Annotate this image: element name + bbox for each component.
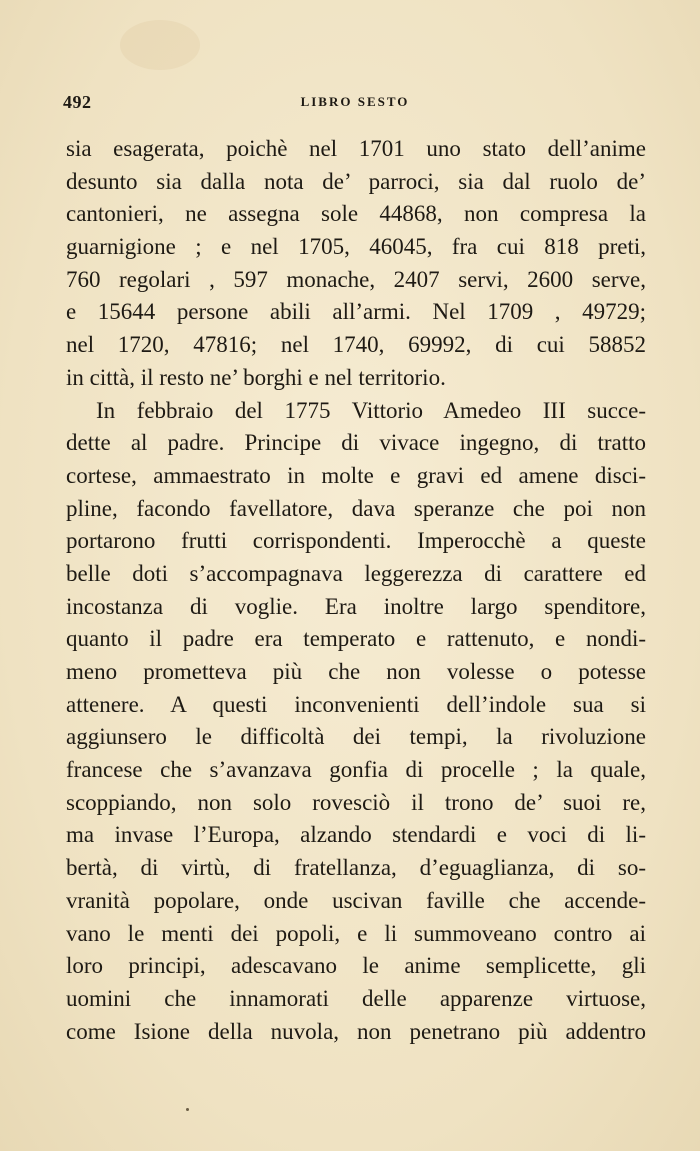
text-line: guarnigione ; e nel 1705, 46045, fra cui 818 preti, <box>66 234 646 260</box>
text-line: loro principi, adescavano le anime semplicette, gli <box>66 953 646 979</box>
text-line: francese che s’avanzava gonfia di procelle ; la quale, <box>66 757 646 783</box>
text-line: belle doti s’accompagnava leggerezza di carattere ed <box>66 560 646 586</box>
text-line: come Isione della nuvola, non penetrano più addentro <box>66 1018 646 1044</box>
page-number: 492 <box>63 92 92 112</box>
text-line: incostanza di voglie. Era inoltre largo spenditore, <box>66 593 646 619</box>
text-line: e 15644 persone abili all’armi. Nel 1709 , 49729; <box>66 299 646 325</box>
paper-stain <box>120 20 200 70</box>
text-line: attenere. A questi inconvenienti dell’indole sua si <box>66 691 646 717</box>
text-line: in città, il resto ne’ borghi e nel territorio. <box>66 364 446 390</box>
text-line: ma invase l’Europa, alzando stendardi e voci di li- <box>66 822 646 848</box>
text-line: scoppiando, non solo rovesciò il trono de’ suoi re, <box>66 789 646 815</box>
text-line: quanto il padre era temperato e rattenuto, e nondi- <box>66 626 646 652</box>
ink-speck <box>186 1108 189 1111</box>
text-line: 760 regolari , 597 monache, 2407 servi, 2600 serve, <box>66 266 646 292</box>
text-line: meno prometteva più che non volesse o potesse <box>66 659 646 684</box>
running-title: LIBRO SESTO <box>300 94 410 109</box>
text-line: portarono frutti corrispondenti. Imperocchè a queste <box>66 528 646 554</box>
text-line: pline, facondo favellatore, dava speranze che poi non <box>66 495 646 521</box>
text-line: cantonieri, ne assegna sole 44868, non compresa la <box>66 201 646 227</box>
text-line: sia esagerata, poichè nel 1701 uno stato dell’anime <box>66 136 646 161</box>
text-line: In febbraio del 1775 Vittorio Amedeo III succe- <box>96 397 646 423</box>
text-line: vano le menti dei popoli, e li summoveano contro ai <box>66 920 646 946</box>
text-line: desunto sia dalla nota de’ parroci, sia dal ruolo de’ <box>66 168 646 194</box>
text-line: dette al padre. Principe di vivace ingegno, di tratto <box>66 430 646 456</box>
text-line: vranità popolare, onde uscivan faville che accende- <box>66 887 646 913</box>
text-line: aggiunsero le difficoltà dei tempi, la rivoluzione <box>66 724 646 750</box>
text-line: cortese, ammaestrato in molte e gravi ed amene disci- <box>66 462 646 488</box>
text-line: nel 1720, 47816; nel 1740, 69992, di cui 58852 <box>66 332 646 358</box>
text-line: bertà, di virtù, di fratellanza, d’eguaglianza, di so- <box>66 855 646 881</box>
text-line: uomini che innamorati delle apparenze virtuose, <box>66 985 646 1011</box>
running-head <box>63 92 647 116</box>
body-text <box>66 133 646 1048</box>
